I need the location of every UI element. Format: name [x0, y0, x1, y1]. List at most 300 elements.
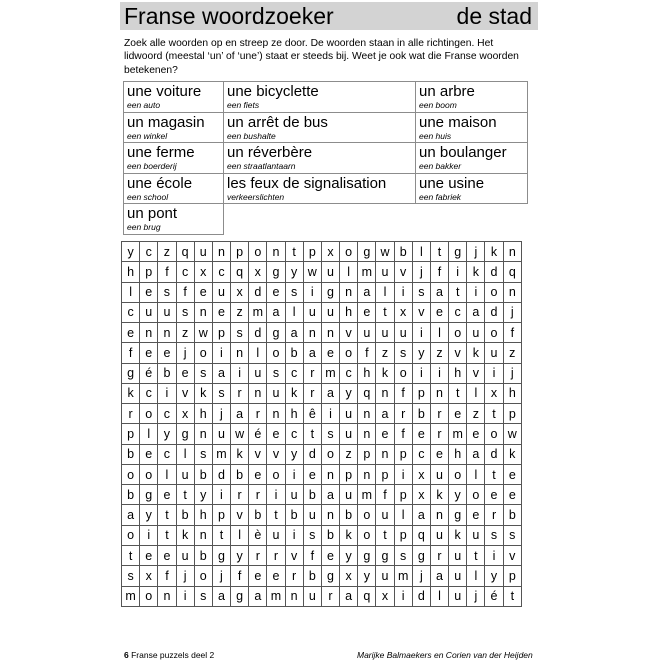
grid-letter[interactable]: w	[231, 424, 249, 444]
grid-letter[interactable]: o	[358, 505, 376, 525]
grid-letter[interactable]: s	[267, 363, 285, 383]
grid-letter[interactable]: n	[430, 505, 448, 525]
grid-letter[interactable]: s	[176, 302, 194, 322]
grid-letter[interactable]: i	[394, 464, 412, 484]
grid-letter[interactable]: u	[376, 566, 394, 586]
grid-letter[interactable]: u	[340, 404, 358, 424]
grid-letter[interactable]: h	[194, 505, 212, 525]
grid-letter[interactable]: b	[158, 363, 176, 383]
grid-letter[interactable]: e	[140, 444, 158, 464]
grid-letter[interactable]: n	[158, 323, 176, 343]
grid-letter[interactable]: o	[485, 323, 503, 343]
grid-letter[interactable]: m	[267, 586, 285, 606]
grid-letter[interactable]: a	[412, 505, 430, 525]
grid-letter[interactable]: x	[340, 566, 358, 586]
grid-letter[interactable]: u	[394, 323, 412, 343]
grid-letter[interactable]: j	[467, 242, 485, 262]
grid-letter[interactable]: k	[467, 262, 485, 282]
grid-letter[interactable]: m	[358, 262, 376, 282]
grid-letter[interactable]: t	[122, 545, 140, 565]
grid-letter[interactable]: b	[303, 485, 321, 505]
grid-letter[interactable]: t	[176, 485, 194, 505]
grid-letter[interactable]: v	[412, 302, 430, 322]
grid-letter[interactable]: f	[231, 566, 249, 586]
grid-letter[interactable]: a	[358, 282, 376, 302]
grid-letter[interactable]: u	[376, 262, 394, 282]
grid-letter[interactable]: n	[267, 242, 285, 262]
grid-letter[interactable]: e	[267, 424, 285, 444]
grid-letter[interactable]: t	[212, 525, 230, 545]
grid-letter[interactable]: u	[430, 464, 448, 484]
grid-letter[interactable]: f	[158, 262, 176, 282]
grid-letter[interactable]: r	[267, 545, 285, 565]
grid-letter[interactable]: h	[358, 363, 376, 383]
grid-letter[interactable]: s	[194, 444, 212, 464]
grid-letter[interactable]: x	[376, 586, 394, 606]
grid-letter[interactable]: f	[358, 343, 376, 363]
grid-letter[interactable]: u	[176, 464, 194, 484]
grid-letter[interactable]: b	[176, 505, 194, 525]
grid-letter[interactable]: l	[231, 525, 249, 545]
grid-letter[interactable]: n	[321, 505, 339, 525]
grid-letter[interactable]: x	[412, 485, 430, 505]
grid-letter[interactable]: t	[267, 505, 285, 525]
grid-letter[interactable]: p	[394, 444, 412, 464]
grid-letter[interactable]: t	[467, 545, 485, 565]
grid-letter[interactable]: e	[176, 363, 194, 383]
grid-letter[interactable]: i	[485, 363, 503, 383]
grid-letter[interactable]: z	[176, 323, 194, 343]
grid-letter[interactable]: k	[467, 343, 485, 363]
grid-letter[interactable]: n	[194, 525, 212, 545]
grid-letter[interactable]: r	[321, 586, 339, 606]
grid-letter[interactable]: v	[176, 383, 194, 403]
grid-letter[interactable]: k	[285, 383, 303, 403]
grid-letter[interactable]: q	[412, 525, 430, 545]
grid-letter[interactable]: g	[358, 242, 376, 262]
grid-letter[interactable]: i	[231, 363, 249, 383]
grid-letter[interactable]: v	[267, 444, 285, 464]
grid-letter[interactable]: o	[485, 282, 503, 302]
grid-letter[interactable]: q	[503, 262, 521, 282]
grid-letter[interactable]: z	[231, 302, 249, 322]
grid-letter[interactable]: u	[340, 485, 358, 505]
grid-letter[interactable]: y	[231, 545, 249, 565]
grid-letter[interactable]: k	[122, 383, 140, 403]
grid-letter[interactable]: c	[140, 383, 158, 403]
grid-letter[interactable]: r	[430, 404, 448, 424]
grid-letter[interactable]: l	[467, 464, 485, 484]
grid-letter[interactable]: h	[503, 383, 521, 403]
grid-letter[interactable]: y	[485, 566, 503, 586]
grid-letter[interactable]: a	[212, 363, 230, 383]
grid-letter[interactable]: u	[485, 343, 503, 363]
grid-letter[interactable]: f	[122, 343, 140, 363]
grid-letter[interactable]: v	[503, 545, 521, 565]
grid-letter[interactable]: g	[449, 505, 467, 525]
grid-letter[interactable]: v	[285, 545, 303, 565]
grid-letter[interactable]: o	[140, 464, 158, 484]
grid-letter[interactable]: f	[176, 282, 194, 302]
grid-letter[interactable]: g	[267, 262, 285, 282]
grid-letter[interactable]: s	[321, 424, 339, 444]
grid-letter[interactable]: f	[158, 566, 176, 586]
grid-letter[interactable]: t	[376, 525, 394, 545]
grid-letter[interactable]: o	[140, 586, 158, 606]
grid-letter[interactable]: e	[122, 323, 140, 343]
grid-letter[interactable]: s	[394, 545, 412, 565]
grid-letter[interactable]: a	[231, 404, 249, 424]
grid-letter[interactable]: o	[394, 363, 412, 383]
grid-letter[interactable]: w	[503, 424, 521, 444]
grid-letter[interactable]: p	[503, 404, 521, 424]
grid-letter[interactable]: j	[176, 343, 194, 363]
grid-letter[interactable]: f	[503, 323, 521, 343]
grid-letter[interactable]: y	[340, 545, 358, 565]
grid-letter[interactable]: i	[394, 586, 412, 606]
grid-letter[interactable]: u	[358, 323, 376, 343]
grid-letter[interactable]: w	[376, 242, 394, 262]
grid-letter[interactable]: i	[485, 545, 503, 565]
grid-letter[interactable]: r	[249, 404, 267, 424]
grid-letter[interactable]: g	[376, 545, 394, 565]
grid-letter[interactable]: b	[285, 505, 303, 525]
grid-letter[interactable]: h	[449, 444, 467, 464]
grid-letter[interactable]: o	[249, 242, 267, 262]
grid-letter[interactable]: r	[430, 545, 448, 565]
grid-letter[interactable]: z	[503, 343, 521, 363]
grid-letter[interactable]: e	[158, 343, 176, 363]
grid-letter[interactable]: j	[503, 302, 521, 322]
grid-letter[interactable]: u	[285, 485, 303, 505]
grid-letter[interactable]: i	[321, 404, 339, 424]
grid-letter[interactable]: i	[140, 525, 158, 545]
grid-letter[interactable]: l	[376, 282, 394, 302]
grid-letter[interactable]: c	[158, 404, 176, 424]
grid-letter[interactable]: i	[158, 383, 176, 403]
grid-letter[interactable]: t	[485, 464, 503, 484]
grid-letter[interactable]: g	[176, 424, 194, 444]
grid-letter[interactable]: s	[194, 363, 212, 383]
grid-letter[interactable]: q	[231, 262, 249, 282]
grid-letter[interactable]: q	[358, 586, 376, 606]
grid-letter[interactable]: r	[249, 485, 267, 505]
grid-letter[interactable]: é	[485, 586, 503, 606]
grid-letter[interactable]: c	[212, 262, 230, 282]
grid-letter[interactable]: o	[358, 525, 376, 545]
grid-letter[interactable]: l	[340, 262, 358, 282]
grid-letter[interactable]: v	[467, 363, 485, 383]
grid-letter[interactable]: z	[158, 242, 176, 262]
grid-letter[interactable]: u	[449, 545, 467, 565]
grid-letter[interactable]: d	[412, 586, 430, 606]
grid-letter[interactable]: o	[194, 343, 212, 363]
grid-letter[interactable]: p	[376, 464, 394, 484]
grid-letter[interactable]: s	[122, 566, 140, 586]
grid-letter[interactable]: é	[249, 424, 267, 444]
grid-letter[interactable]: y	[158, 424, 176, 444]
grid-letter[interactable]: l	[158, 464, 176, 484]
grid-letter[interactable]: j	[212, 404, 230, 424]
grid-letter[interactable]: y	[358, 566, 376, 586]
grid-letter[interactable]: t	[158, 505, 176, 525]
grid-letter[interactable]: s	[303, 525, 321, 545]
grid-letter[interactable]: t	[376, 302, 394, 322]
grid-letter[interactable]: w	[303, 262, 321, 282]
grid-letter[interactable]: e	[140, 343, 158, 363]
grid-letter[interactable]: a	[430, 566, 448, 586]
grid-letter[interactable]: r	[249, 545, 267, 565]
grid-letter[interactable]: k	[376, 363, 394, 383]
grid-letter[interactable]: u	[249, 363, 267, 383]
grid-letter[interactable]: e	[449, 404, 467, 424]
grid-letter[interactable]: o	[267, 343, 285, 363]
grid-letter[interactable]: f	[394, 424, 412, 444]
grid-letter[interactable]: k	[503, 444, 521, 464]
grid-letter[interactable]: z	[340, 444, 358, 464]
grid-letter[interactable]: a	[376, 404, 394, 424]
grid-letter[interactable]: e	[485, 485, 503, 505]
grid-letter[interactable]: t	[449, 282, 467, 302]
grid-letter[interactable]: u	[303, 586, 321, 606]
grid-letter[interactable]: g	[321, 282, 339, 302]
grid-letter[interactable]: z	[467, 404, 485, 424]
grid-letter[interactable]: x	[394, 302, 412, 322]
grid-letter[interactable]: y	[140, 505, 158, 525]
grid-letter[interactable]: i	[176, 586, 194, 606]
grid-letter[interactable]: a	[212, 586, 230, 606]
grid-letter[interactable]: k	[449, 525, 467, 545]
grid-letter[interactable]: a	[340, 586, 358, 606]
grid-letter[interactable]: l	[122, 282, 140, 302]
grid-letter[interactable]: d	[249, 282, 267, 302]
grid-letter[interactable]: p	[358, 444, 376, 464]
grid-letter[interactable]: i	[285, 464, 303, 484]
grid-letter[interactable]: e	[430, 444, 448, 464]
grid-letter[interactable]: j	[412, 566, 430, 586]
grid-letter[interactable]: n	[303, 323, 321, 343]
grid-letter[interactable]: k	[194, 383, 212, 403]
grid-letter[interactable]: n	[249, 383, 267, 403]
grid-letter[interactable]: n	[285, 586, 303, 606]
grid-letter[interactable]: l	[394, 505, 412, 525]
grid-letter[interactable]: e	[376, 424, 394, 444]
grid-letter[interactable]: x	[176, 404, 194, 424]
grid-letter[interactable]: u	[303, 505, 321, 525]
grid-letter[interactable]: t	[503, 586, 521, 606]
grid-letter[interactable]: x	[194, 262, 212, 282]
grid-letter[interactable]: h	[340, 302, 358, 322]
grid-letter[interactable]: y	[285, 444, 303, 464]
grid-letter[interactable]: l	[285, 302, 303, 322]
grid-letter[interactable]: b	[194, 464, 212, 484]
grid-letter[interactable]: m	[394, 566, 412, 586]
grid-letter[interactable]: u	[194, 242, 212, 262]
grid-letter[interactable]: e	[321, 545, 339, 565]
grid-letter[interactable]: k	[485, 242, 503, 262]
grid-letter[interactable]: c	[412, 444, 430, 464]
grid-letter[interactable]: p	[122, 424, 140, 444]
grid-letter[interactable]: g	[358, 545, 376, 565]
grid-letter[interactable]: p	[412, 383, 430, 403]
grid-letter[interactable]: l	[249, 343, 267, 363]
grid-letter[interactable]: o	[340, 242, 358, 262]
grid-letter[interactable]: v	[394, 262, 412, 282]
grid-letter[interactable]: l	[140, 424, 158, 444]
grid-letter[interactable]: t	[485, 404, 503, 424]
grid-letter[interactable]: d	[212, 464, 230, 484]
grid-letter[interactable]: k	[176, 525, 194, 545]
grid-letter[interactable]: n	[158, 586, 176, 606]
grid-letter[interactable]: p	[140, 262, 158, 282]
grid-letter[interactable]: e	[430, 302, 448, 322]
grid-letter[interactable]: i	[449, 262, 467, 282]
grid-letter[interactable]: k	[340, 525, 358, 545]
grid-letter[interactable]: y	[285, 262, 303, 282]
grid-letter[interactable]: i	[212, 343, 230, 363]
grid-letter[interactable]: b	[340, 505, 358, 525]
grid-letter[interactable]: h	[285, 404, 303, 424]
grid-letter[interactable]: o	[467, 485, 485, 505]
grid-letter[interactable]: g	[140, 485, 158, 505]
grid-letter[interactable]: m	[321, 363, 339, 383]
grid-letter[interactable]: n	[358, 464, 376, 484]
grid-letter[interactable]: c	[158, 444, 176, 464]
grid-letter[interactable]: i	[412, 323, 430, 343]
grid-letter[interactable]: u	[176, 545, 194, 565]
grid-letter[interactable]: s	[212, 383, 230, 403]
grid-letter[interactable]: x	[412, 464, 430, 484]
grid-letter[interactable]: g	[267, 323, 285, 343]
grid-letter[interactable]: s	[412, 282, 430, 302]
grid-letter[interactable]: u	[467, 525, 485, 545]
grid-letter[interactable]: h	[449, 363, 467, 383]
grid-letter[interactable]: d	[485, 444, 503, 464]
grid-letter[interactable]: o	[194, 566, 212, 586]
grid-letter[interactable]: o	[122, 464, 140, 484]
grid-letter[interactable]: k	[430, 485, 448, 505]
grid-letter[interactable]: u	[212, 424, 230, 444]
grid-letter[interactable]: e	[358, 302, 376, 322]
grid-letter[interactable]: l	[467, 566, 485, 586]
grid-letter[interactable]: u	[449, 566, 467, 586]
grid-letter[interactable]: l	[430, 323, 448, 343]
grid-letter[interactable]: h	[194, 404, 212, 424]
grid-letter[interactable]: e	[467, 424, 485, 444]
grid-letter[interactable]: x	[321, 242, 339, 262]
grid-letter[interactable]: a	[321, 383, 339, 403]
grid-letter[interactable]: x	[231, 282, 249, 302]
grid-letter[interactable]: n	[358, 404, 376, 424]
grid-letter[interactable]: u	[321, 262, 339, 282]
grid-letter[interactable]: t	[285, 242, 303, 262]
grid-letter[interactable]: g	[412, 545, 430, 565]
grid-letter[interactable]: p	[394, 485, 412, 505]
grid-letter[interactable]: i	[212, 485, 230, 505]
grid-letter[interactable]: r	[485, 505, 503, 525]
grid-letter[interactable]: r	[303, 383, 321, 403]
grid-letter[interactable]: h	[122, 262, 140, 282]
grid-letter[interactable]: g	[321, 566, 339, 586]
grid-letter[interactable]: b	[303, 566, 321, 586]
grid-letter[interactable]: a	[321, 485, 339, 505]
grid-letter[interactable]: s	[194, 586, 212, 606]
grid-letter[interactable]: o	[340, 343, 358, 363]
grid-letter[interactable]: i	[467, 282, 485, 302]
grid-letter[interactable]: j	[503, 363, 521, 383]
grid-letter[interactable]: c	[449, 302, 467, 322]
grid-letter[interactable]: j	[412, 262, 430, 282]
grid-letter[interactable]: n	[321, 323, 339, 343]
grid-letter[interactable]: a	[267, 302, 285, 322]
grid-letter[interactable]: e	[503, 485, 521, 505]
grid-letter[interactable]: e	[140, 282, 158, 302]
grid-letter[interactable]: é	[140, 363, 158, 383]
grid-letter[interactable]: j	[212, 566, 230, 586]
grid-letter[interactable]: w	[194, 323, 212, 343]
grid-letter[interactable]: p	[503, 566, 521, 586]
grid-letter[interactable]: u	[212, 282, 230, 302]
grid-letter[interactable]: y	[122, 242, 140, 262]
grid-letter[interactable]: i	[267, 485, 285, 505]
grid-letter[interactable]: e	[158, 485, 176, 505]
grid-letter[interactable]: e	[267, 566, 285, 586]
grid-letter[interactable]: u	[467, 323, 485, 343]
grid-letter[interactable]: o	[122, 525, 140, 545]
grid-letter[interactable]: e	[303, 464, 321, 484]
grid-letter[interactable]: y	[449, 485, 467, 505]
grid-letter[interactable]: n	[340, 282, 358, 302]
grid-letter[interactable]: r	[394, 404, 412, 424]
grid-letter[interactable]: e	[412, 424, 430, 444]
grid-letter[interactable]: s	[285, 282, 303, 302]
grid-letter[interactable]: s	[485, 525, 503, 545]
grid-letter[interactable]: y	[340, 383, 358, 403]
grid-letter[interactable]: o	[321, 444, 339, 464]
grid-letter[interactable]: b	[194, 545, 212, 565]
grid-letter[interactable]: m	[358, 485, 376, 505]
grid-letter[interactable]: e	[267, 282, 285, 302]
grid-letter[interactable]: e	[321, 343, 339, 363]
grid-letter[interactable]: b	[503, 505, 521, 525]
grid-letter[interactable]: p	[231, 242, 249, 262]
grid-letter[interactable]: u	[430, 525, 448, 545]
grid-letter[interactable]: p	[340, 464, 358, 484]
grid-letter[interactable]: x	[249, 262, 267, 282]
grid-letter[interactable]: u	[140, 302, 158, 322]
grid-letter[interactable]: i	[394, 282, 412, 302]
grid-letter[interactable]: o	[485, 424, 503, 444]
grid-letter[interactable]: u	[158, 302, 176, 322]
grid-letter[interactable]: r	[430, 424, 448, 444]
grid-letter[interactable]: r	[285, 566, 303, 586]
grid-letter[interactable]: a	[122, 505, 140, 525]
grid-letter[interactable]: l	[430, 586, 448, 606]
grid-letter[interactable]: c	[340, 363, 358, 383]
grid-letter[interactable]: d	[485, 262, 503, 282]
grid-letter[interactable]: e	[158, 545, 176, 565]
grid-letter[interactable]: t	[449, 383, 467, 403]
grid-letter[interactable]: s	[231, 323, 249, 343]
grid-letter[interactable]: g	[449, 242, 467, 262]
grid-letter[interactable]: r	[231, 485, 249, 505]
grid-letter[interactable]: u	[449, 586, 467, 606]
grid-letter[interactable]: m	[122, 586, 140, 606]
grid-letter[interactable]: r	[231, 383, 249, 403]
grid-letter[interactable]: n	[430, 383, 448, 403]
grid-letter[interactable]: n	[194, 424, 212, 444]
grid-letter[interactable]: i	[412, 363, 430, 383]
